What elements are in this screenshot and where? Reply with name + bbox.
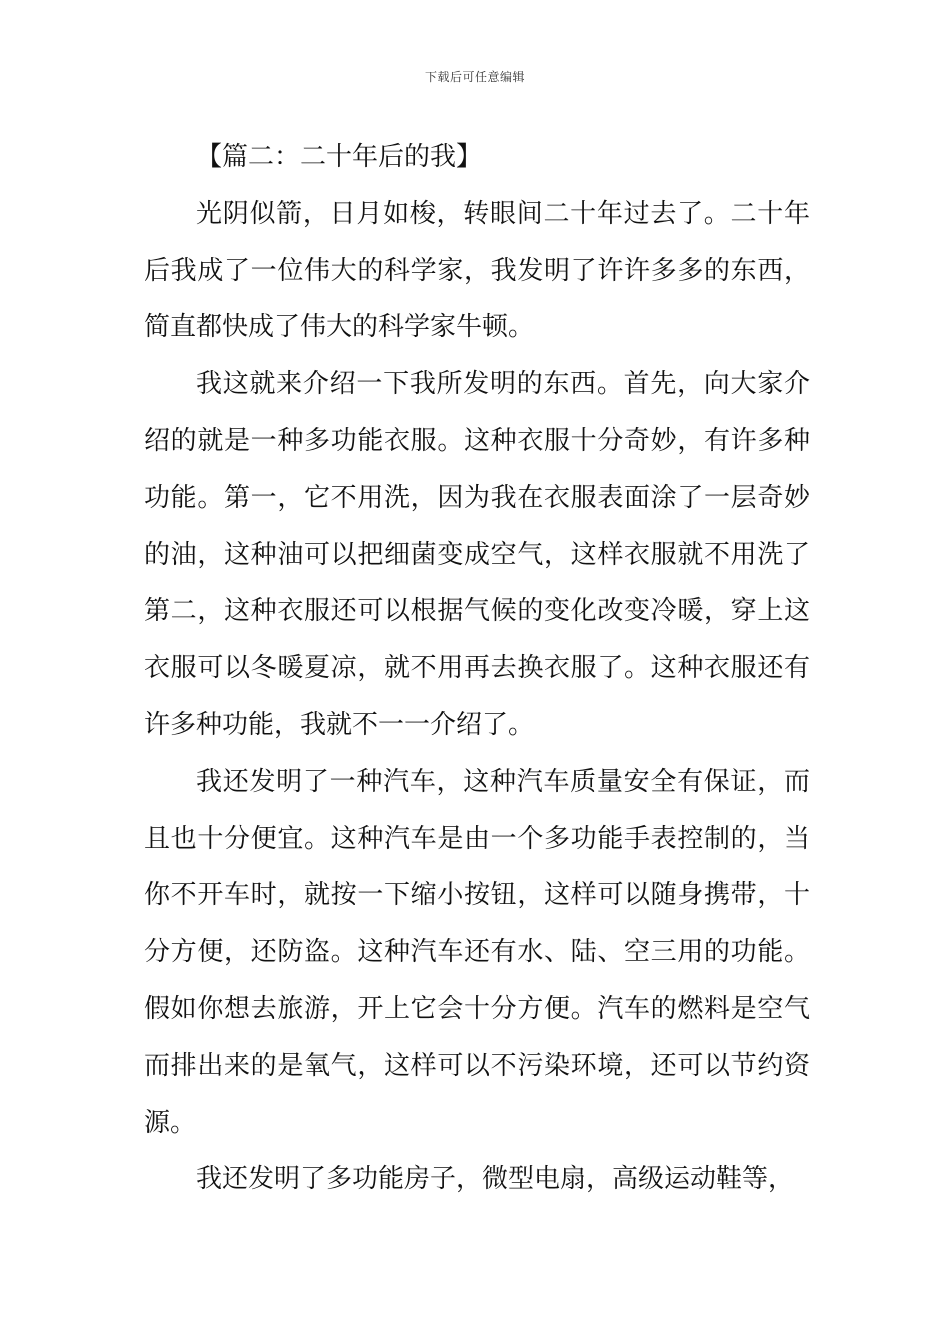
paragraph-1: 光阴似箭，日月如梭，转眼间二十年过去了。二十年后我成了一位伟大的科学家，我发明了许许多多的东西，简直都快成了伟大的科学家牛顿。: [144, 198, 810, 343]
paragraph-4: 我还发明了多功能房子，微型电扇，高级运动鞋等，: [196, 1164, 795, 1195]
paragraph-3: 我还发明了一种汽车，这种汽车质量安全有保证，而且也十分便宜。这种汽车是由一个多功能手表控制的，当你不开车时，就按一下缩小按钮，这样可以随身携带，十分方便，还防盗。这种汽车还有水、陆、空三用的功能。假如你想去旅游，开上它会十分方便。汽车的燃料是空气而排出来的是氧气，这样可以不污染环境，还可以节约资源。: [144, 766, 810, 1138]
article-body: [144, 129, 810, 1208]
article-title: 【篇二：二十年后的我】: [196, 142, 483, 172]
header-note: 下载后可任意编辑: [424, 70, 525, 84]
paragraph-2: 我这就来介绍一下我所发明的东西。首先，向大家介绍的就是一种多功能衣服。这种衣服十分奇妙，有许多种功能。第一，它不用洗，因为我在衣服表面涂了一层奇妙的油，这种油可以把细菌变成空气，这样衣服就不用洗了第二，这种衣服还可以根据气候的变化改变冷暖，穿上这衣服可以冬暖夏凉，就不用再去换衣服了。这种衣服还有许多种功能，我就不一一介绍了。: [144, 369, 810, 740]
